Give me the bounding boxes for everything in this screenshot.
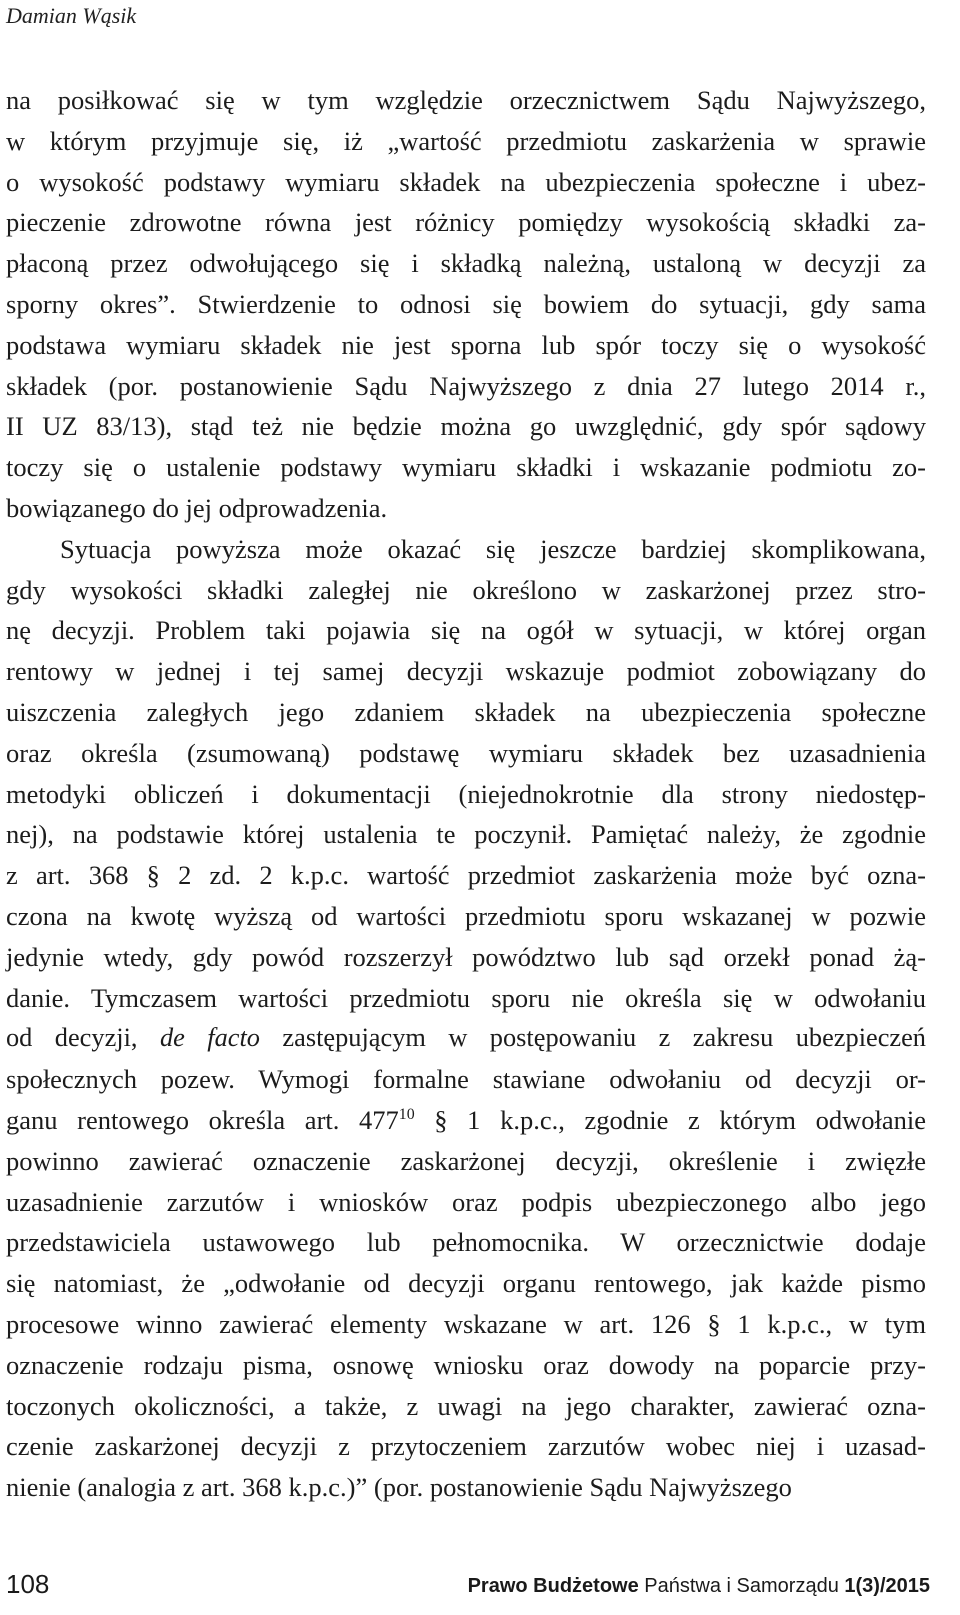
text-line: czona na kwotę wyższą od wartości przedmiotu sporu wskazanej w pozwie bbox=[6, 900, 926, 931]
text-line: toczy się o ustalenie podstawy wymiaru składki i wskazanie podmiotu zo- bbox=[6, 452, 926, 483]
text-line: o wysokość podstawy wymiaru składek na ubezpieczenia społeczne i ubez- bbox=[6, 166, 926, 197]
text-line: oznaczenie rodzaju pisma, osnowę wniosku oraz dowody na poparcie przy- bbox=[6, 1349, 926, 1380]
text-line: pieczenie zdrowotne równa jest różnicy pomiędzy wysokością składki za- bbox=[6, 207, 926, 238]
journal-title-regular: Państwa i Samorządu bbox=[638, 1575, 845, 1597]
text-line bbox=[6, 1100, 926, 1141]
text-line: w którym przyjmuje się, iż „wartość przedmiotu zaskarżenia w sprawie bbox=[6, 125, 926, 156]
running-head-author: Damian Wąsik bbox=[6, 3, 137, 28]
journal-issue: 1(3)/2015 bbox=[844, 1575, 930, 1597]
text-line: danie. Tymczasem wartości przedmiotu sporu nie określa się w odwołaniu bbox=[6, 982, 926, 1013]
text-line: nę decyzji. Problem taki pojawia się na ogół w sytuacji, w której organ bbox=[6, 615, 926, 646]
text-line: procesowe winno zawierać elementy wskazane w art. 126 § 1 k.p.c., w tym bbox=[6, 1308, 926, 1339]
text-line bbox=[6, 1018, 926, 1059]
text-line: przedstawiciela ustawowego lub pełnomocnika. W orzecznictwie dodaje bbox=[6, 1227, 926, 1258]
italic-term: de facto bbox=[159, 1023, 260, 1053]
body-text bbox=[6, 80, 926, 1508]
text-line: jedynie wtedy, gdy powód rozszerzył powództwo lub sąd orzekł ponad żą- bbox=[6, 941, 926, 972]
journal-title bbox=[468, 1572, 930, 1600]
text-line: uiszczenia zaległych jego zdaniem składek na ubezpieczenia społeczne bbox=[6, 696, 926, 727]
page-number: 108 bbox=[6, 1569, 50, 1599]
text-line: II UZ 83/13), stąd też nie będzie można go uwzględnić, gdy spór sądowy bbox=[6, 411, 926, 442]
text-line: nienie (analogia z art. 368 k.p.c.)” (por. postanowienie Sądu Najwyższego bbox=[6, 1472, 792, 1503]
text-line: bowiązanego do jej odprowadzenia. bbox=[6, 492, 388, 523]
text-line: uzasadnienie zarzutów i wniosków oraz podpis ubezpieczonego albo jego bbox=[6, 1186, 926, 1217]
text-line: czenie zaskarżonej decyzji z przytoczeniem zarzutów wobec niej i uzasad- bbox=[6, 1431, 926, 1462]
page-footer bbox=[0, 1566, 930, 1606]
text-line: składek (por. postanowienie Sądu Najwyższego z dnia 27 lutego 2014 r., bbox=[6, 370, 926, 401]
text-line: Sytuacja powyższa może okazać się jeszcze bardziej skomplikowana, bbox=[60, 533, 926, 564]
text-line-segment: od decyzji, bbox=[6, 1023, 160, 1053]
text-line: podstawa wymiaru składek nie jest sporna lub spór toczy się o wysokość bbox=[6, 329, 926, 360]
text-line: metodyki obliczeń i dokumentacji (niejednokrotnie dla strony niedostęp- bbox=[6, 778, 926, 809]
text-line: nej), na podstawie której ustalenia te poczynił. Pamiętać należy, że zgodnie bbox=[6, 819, 926, 850]
article-superscript: 10 bbox=[398, 1106, 415, 1124]
text-line: się natomiast, że „odwołanie od decyzji organu rentowego, jak każde pismo bbox=[6, 1268, 926, 1299]
text-line: płaconą przez odwołującego się i składką należną, ustaloną w decyzji za bbox=[6, 248, 926, 279]
journal-title-bold: Prawo Budżetowe bbox=[467, 1575, 639, 1597]
text-line: społecznych pozew. Wymogi formalne stawiane odwołaniu od decyzji or- bbox=[6, 1064, 926, 1095]
text-line: rentowy w jednej i tej samej decyzji wskazuje podmiot zobowiązany do bbox=[6, 656, 926, 687]
text-line: z art. 368 § 2 zd. 2 k.p.c. wartość przedmiot zaskarżenia może być ozna- bbox=[6, 860, 926, 891]
text-line: gdy wysokości składki zaległej nie określono w zaskarżonej przez stro- bbox=[6, 574, 926, 605]
text-line: powinno zawierać oznaczenie zaskarżonej decyzji, określenie i zwięzłe bbox=[6, 1145, 926, 1176]
text-line-segment: zastępującym w postępowaniu z zakresu ubezpieczeń bbox=[259, 1023, 926, 1053]
text-line: sporny okres”. Stwierdzenie to odnosi się bowiem do sytuacji, gdy sama bbox=[6, 288, 926, 319]
text-line: oraz określa (zsumowaną) podstawę wymiaru składek bez uzasadnienia bbox=[6, 737, 926, 768]
text-line: na posiłkować się w tym względzie orzecznictwem Sądu Najwyższego, bbox=[6, 85, 926, 115]
text-line: toczonych okoliczności, a także, z uwagi na jego charakter, zawierać ozna- bbox=[6, 1390, 926, 1421]
text-line-segment: ganu rentowego określa art. 477 bbox=[6, 1104, 399, 1135]
text-line-segment: § 1 k.p.c., zgodnie z którym odwołanie bbox=[414, 1104, 926, 1135]
